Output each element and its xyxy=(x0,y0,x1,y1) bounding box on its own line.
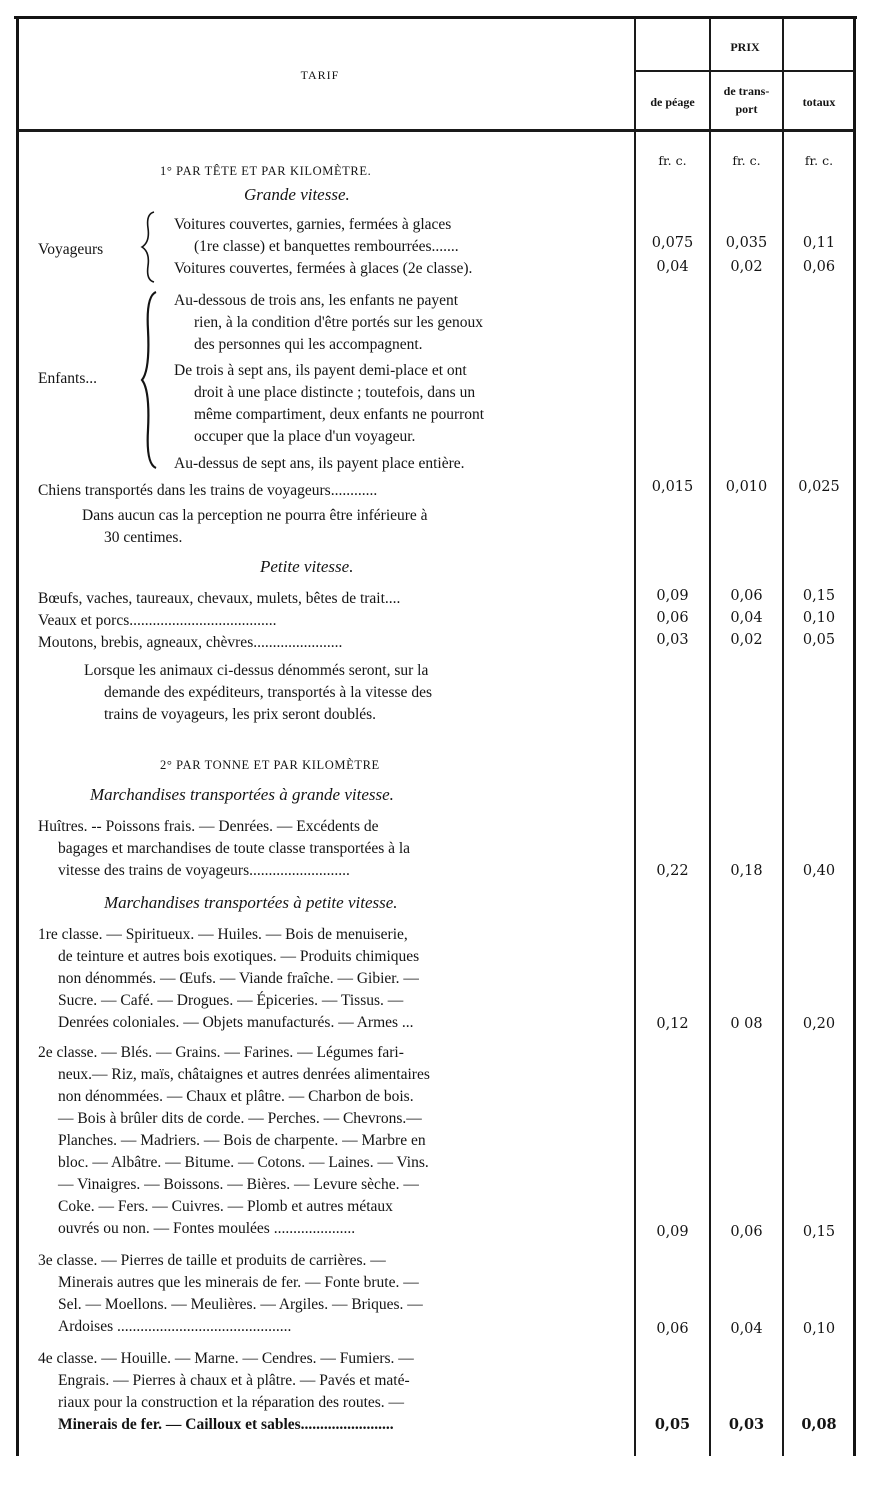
price-peage: 0,06 xyxy=(656,610,689,626)
price-transport: 0,02 xyxy=(730,632,763,648)
price-transport: 0,010 xyxy=(725,479,768,495)
price-totaux: 0,05 xyxy=(802,632,836,648)
tariff-line: Au-dessous de trois ans, les enfants ne payent xyxy=(174,292,459,309)
price-transport: 0 08 xyxy=(730,1016,763,1032)
tariff-line: Denrées coloniales. — Objets manufacturés. — Armes ... xyxy=(58,1014,414,1031)
tariff-line: trains de voyageurs, les prix seront doublés. xyxy=(104,706,377,723)
tariff-line: ouvrés ou non. — Fontes moulées ..................... xyxy=(58,1220,356,1237)
tariff-line: 1re classe. — Spiritueux. — Huiles. — Bois de menuiserie, xyxy=(38,926,408,943)
tariff-line: Dans aucun cas la perception ne pourra être inférieure à xyxy=(82,507,428,524)
header-de-peage: de péage xyxy=(650,95,695,109)
tariff-line: 2e classe. — Blés. — Grains. — Farines. — Légumes fari- xyxy=(38,1044,404,1061)
tariff-line: non dénommés. — Œufs. — Viande fraîche. — Gibier. — xyxy=(58,970,419,987)
price-transport: 0,06 xyxy=(730,1224,763,1240)
price-totaux: 0,10 xyxy=(802,1321,836,1337)
unit-transport: fr. c. xyxy=(732,153,761,168)
price-peage: 0,22 xyxy=(656,863,689,879)
tariff-line: Huîtres. -- Poissons frais. — Denrées. — Excédents de xyxy=(38,818,379,835)
prix-header-rule xyxy=(636,70,854,72)
price-totaux: 0,025 xyxy=(798,479,840,495)
tariff-line: vitesse des trains de voyageurs.......................... xyxy=(58,862,350,879)
tariff-line: droit à une place distincte ; toutefois, dans un xyxy=(194,384,476,401)
tariff-line: Bœufs, vaches, taureaux, chevaux, mulets, bêtes de trait.... xyxy=(38,590,401,607)
tariff-line: Voitures couvertes, garnies, fermées à glaces xyxy=(174,216,452,233)
tariff-line: bloc. — Albâtre. — Bitume. — Cotons. — Laines. — Vins. xyxy=(58,1154,429,1171)
tariff-line: 4e classe. — Houille. — Marne. — Cendres. — Fumiers. — xyxy=(38,1350,414,1367)
price-totaux: 0,15 xyxy=(802,588,836,604)
unit-totaux: fr. c. xyxy=(804,153,834,168)
tariff-line: Engrais. — Pierres à chaux et à plâtre. — Pavés et maté- xyxy=(58,1372,410,1389)
header-de-transport-1: de trans- xyxy=(723,84,770,98)
tariff-line: Grande vitesse. xyxy=(244,185,350,204)
price-peage: 0,06 xyxy=(656,1321,689,1337)
tariff-line: non dénommées. — Chaux et plâtre. — Charbon de bois. xyxy=(58,1088,414,1105)
price-peage: 0,03 xyxy=(656,632,689,648)
voyageurs-brace xyxy=(140,210,160,284)
price-totaux: 0,11 xyxy=(802,235,836,251)
unit-peage: fr. c. xyxy=(658,153,687,168)
tariff-line: Marchandises transportées à petite vitesse. xyxy=(104,893,398,912)
tariff-line: Sel. — Moellons. — Meulières. — Argiles. — Briques. — xyxy=(58,1296,423,1313)
price-peage: 0,015 xyxy=(651,479,694,495)
tariff-line: Enfants... xyxy=(38,370,97,387)
tariff-line: de teinture et autres bois exotiques. — Produits chimiques xyxy=(58,948,420,965)
tariff-line: Coke. — Fers. — Cuivres. — Plomb et autres métaux xyxy=(58,1198,393,1215)
table-top-border xyxy=(14,16,857,19)
tariff-line: 30 centimes. xyxy=(104,529,183,546)
tariff-line: Petite vitesse. xyxy=(260,557,354,576)
price-totaux: 0,40 xyxy=(802,863,836,879)
tariff-line: (1re classe) et banquettes rembourrées....... xyxy=(194,238,459,255)
price-transport: 0,02 xyxy=(730,259,763,275)
tariff-line: Veaux et porcs...................................... xyxy=(38,612,277,629)
table-left-border xyxy=(16,16,19,1456)
price-totaux: 0,15 xyxy=(802,1224,836,1240)
tariff-line: Voitures couvertes, fermées à glaces (2e classe). xyxy=(174,260,473,277)
price-transport: 0,06 xyxy=(730,588,763,604)
tariff-line: — Vinaigres. — Boissons. — Bières. — Levure sèche. — xyxy=(58,1176,419,1193)
tariff-line: 1° PAR TÊTE ET PAR KILOMÈTRE. xyxy=(160,164,372,178)
tariff-line: 3e classe. — Pierres de taille et produits de carrières. — xyxy=(38,1252,386,1269)
tariff-line: rien, à la condition d'être portés sur les genoux xyxy=(194,314,484,331)
tariff-line: Voyageurs xyxy=(38,241,104,258)
price-transport: 0,03 xyxy=(728,1416,765,1433)
tariff-line: Minerais de fer. — Cailloux et sables........................ xyxy=(58,1416,394,1433)
price-totaux: 0,10 xyxy=(802,610,836,626)
price-peage: 0,05 xyxy=(654,1416,691,1433)
tariff-line: 2° PAR TONNE ET PAR KILOMÈTRE xyxy=(160,758,380,772)
tariff-line: Sucre. — Café. — Drogues. — Épiceries. — Tissus. — xyxy=(58,992,404,1009)
price-totaux: 0,06 xyxy=(802,259,836,275)
price-totaux: 0,20 xyxy=(802,1016,836,1032)
header-totaux: totaux xyxy=(802,95,836,109)
tariff-line: Minerais autres que les minerais de fer. — Fonte brute. — xyxy=(58,1274,419,1291)
price-transport: 0,035 xyxy=(725,235,768,251)
header-de-transport-2: port xyxy=(735,102,758,116)
tariff-line: neux.— Riz, maïs, châtaignes et autres denrées alimentaires xyxy=(58,1066,430,1083)
header-prix: PRIX xyxy=(730,40,760,54)
price-transport: 0,04 xyxy=(730,1321,763,1337)
tariff-line: Au-dessus de sept ans, ils payent place entière. xyxy=(174,455,465,472)
tariff-line: Ardoises ............................................. xyxy=(58,1318,292,1335)
header-tarif: TARIF xyxy=(300,68,340,82)
tariff-line: Moutons, brebis, agneaux, chèvres....................... xyxy=(38,634,343,651)
tariff-line: demande des expéditeurs, transportés à la vitesse des xyxy=(104,684,432,701)
tariff-line: De trois à sept ans, ils payent demi-place et ont xyxy=(174,362,467,379)
tariff-line: des personnes qui les accompagnent. xyxy=(194,336,423,353)
enfants-brace xyxy=(140,290,162,470)
tariff-line: Planches. — Madriers. — Bois de charpente. — Marbre en xyxy=(58,1132,426,1149)
price-peage: 0,12 xyxy=(656,1016,689,1032)
tariff-line: même compartiment, deux enfants ne pourront xyxy=(194,406,485,423)
tariff-line: riaux pour la construction et la réparation des routes. — xyxy=(58,1394,405,1411)
tariff-line: Lorsque les animaux ci-dessus dénommés seront, sur la xyxy=(84,662,429,679)
price-peage: 0,09 xyxy=(656,1224,689,1240)
tariff-line: Marchandises transportées à grande vitesse. xyxy=(90,785,394,804)
price-peage: 0,09 xyxy=(656,588,689,604)
tariff-line: — Bois à brûler dits de corde. — Perches. — Chevrons.— xyxy=(58,1110,422,1127)
tariff-line: bagages et marchandises de toute classe transportées à la xyxy=(58,840,411,857)
price-totaux: 0,08 xyxy=(801,1416,837,1433)
tariff-line: Chiens transportés dans les trains de voyageurs............ xyxy=(38,482,378,499)
price-peage: 0,075 xyxy=(651,235,694,251)
price-transport: 0,18 xyxy=(730,863,763,879)
price-transport: 0,04 xyxy=(730,610,763,626)
header-bottom-rule xyxy=(18,129,854,132)
tariff-line: occuper que la place d'un voyageur. xyxy=(194,428,416,445)
price-peage: 0,04 xyxy=(656,259,689,275)
